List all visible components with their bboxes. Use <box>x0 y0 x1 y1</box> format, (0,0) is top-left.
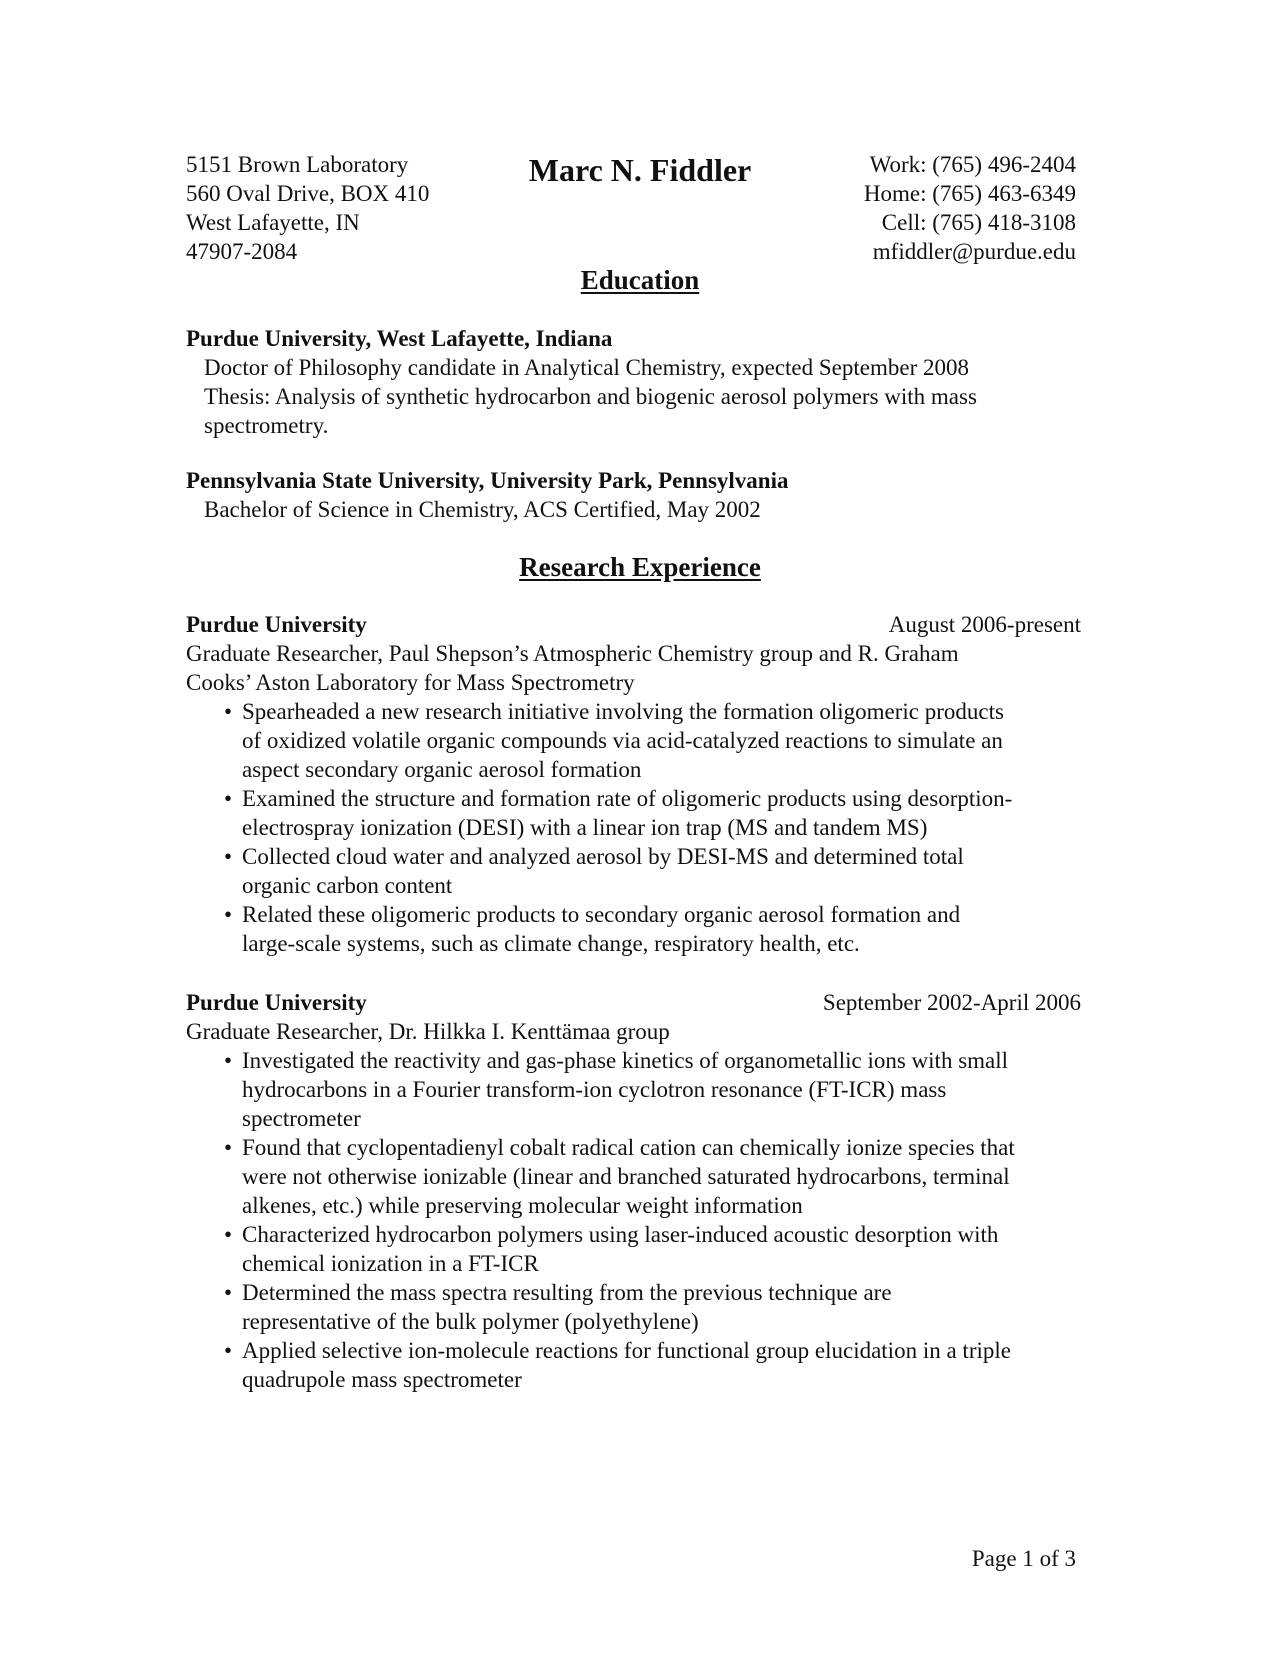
page-number: Page 1 of 3 <box>971 1546 1076 1571</box>
institution-name: Purdue University <box>186 990 367 1015</box>
bullet-item <box>224 1220 1081 1278</box>
person-name: Marc N. Fiddler <box>528 152 752 188</box>
research-entry <box>186 610 1081 958</box>
bullet-text: large-scale systems, such as climate change, respiratory health, etc. <box>242 931 860 956</box>
address-line: 560 Oval Drive, BOX 410 <box>186 181 430 206</box>
research-entry <box>186 988 1081 1394</box>
degree-line: Bachelor of Science in Chemistry, ACS Certified, May 2002 <box>204 497 761 522</box>
thesis-line: spectrometry. <box>204 413 329 438</box>
bullet-text: spectrometer <box>242 1106 361 1131</box>
address-line: 47907-2084 <box>186 239 298 264</box>
home-phone: Home: (765) 463-6349 <box>863 181 1076 206</box>
bullet-item <box>224 900 1081 958</box>
bullet-text: representative of the bulk polymer (polyethylene) <box>242 1309 699 1334</box>
address-block <box>186 150 486 266</box>
bullet-text: chemical ionization in a FT-ICR <box>242 1251 539 1276</box>
role-line: Cooks’ Aston Laboratory for Mass Spectrometry <box>186 670 635 695</box>
role-line: Graduate Researcher, Paul Shepson’s Atmospheric Chemistry group and R. Graham <box>186 641 959 666</box>
bullet-list <box>186 1046 1081 1394</box>
bullet-item <box>224 784 1081 842</box>
cell-phone: Cell: (765) 418-3108 <box>881 210 1076 235</box>
thesis-line: Thesis: Analysis of synthetic hydrocarbon and biogenic aerosol polymers with mass <box>204 384 977 409</box>
bullet-item <box>224 1278 1081 1336</box>
bullet-text: aspect secondary organic aerosol formation <box>242 757 642 782</box>
contact-block <box>756 150 1076 266</box>
bullet-text: hydrocarbons in a Fourier transform-ion cyclotron resonance (FT-ICR) mass <box>242 1077 947 1102</box>
degree-line: Doctor of Philosophy candidate in Analytical Chemistry, expected September 2008 <box>204 355 969 380</box>
bullet-text: • Applied selective ion-molecule reactions for functional group elucidation in a triple <box>242 1338 1011 1363</box>
bullet-list <box>186 697 1081 958</box>
education-entry <box>186 466 1081 524</box>
address-line: 5151 Brown Laboratory <box>186 152 409 177</box>
bullet-item <box>224 1046 1081 1133</box>
institution-name: Pennsylvania State University, University Park, Pennsylvania <box>186 468 789 493</box>
bullet-text: quadrupole mass spectrometer <box>242 1367 522 1392</box>
bullet-text: were not otherwise ionizable (linear and branched saturated hydrocarbons, terminal <box>242 1164 1010 1189</box>
role-line: Graduate Researcher, Dr. Hilkka I. Kenttämaa group <box>186 1019 670 1044</box>
bullet-text: • Collected cloud water and analyzed aerosol by DESI-MS and determined total <box>242 844 964 869</box>
address-line: West Lafayette, IN <box>186 210 360 235</box>
research-heading: Research Experience <box>519 552 761 582</box>
work-phone: Work: (765) 496-2404 <box>869 152 1076 177</box>
bullet-text: • Characterized hydrocarbon polymers using laser-induced acoustic desorption with <box>242 1222 999 1247</box>
bullet-text: organic carbon content <box>242 873 453 898</box>
bullet-text: • Related these oligomeric products to secondary organic aerosol formation and <box>242 902 961 927</box>
bullet-text: • Found that cyclopentadienyl cobalt radical cation can chemically ionize species that <box>242 1135 1015 1160</box>
bullet-text: of oxidized volatile organic compounds via acid-catalyzed reactions to simulate an <box>242 728 1003 753</box>
date-range: August 2006-present <box>888 612 1081 637</box>
education-entry <box>186 324 1081 440</box>
institution-name: Purdue University <box>186 612 367 637</box>
bullet-item <box>224 1133 1081 1220</box>
date-range: September 2002-April 2006 <box>822 990 1081 1015</box>
bullet-text: • Determined the mass spectra resulting from the previous technique are <box>242 1280 892 1305</box>
bullet-text: • Spearheaded a new research initiative involving the formation oligomeric products <box>242 699 1004 724</box>
bullet-item <box>224 697 1081 784</box>
bullet-text: • Investigated the reactivity and gas-phase kinetics of organometallic ions with small <box>242 1048 1009 1073</box>
bullet-item <box>224 1336 1081 1394</box>
education-heading: Education <box>580 265 700 295</box>
email-address: mfiddler@purdue.edu <box>872 239 1076 264</box>
bullet-item <box>224 842 1081 900</box>
bullet-text: alkenes, etc.) while preserving molecular weight information <box>242 1193 803 1218</box>
bullet-text: electrospray ionization (DESI) with a linear ion trap (MS and tandem MS) <box>242 815 928 840</box>
institution-name: Purdue University, West Lafayette, Indiana <box>186 326 613 351</box>
bullet-text: • Examined the structure and formation rate of oligomeric products using desorption- <box>242 786 1013 811</box>
